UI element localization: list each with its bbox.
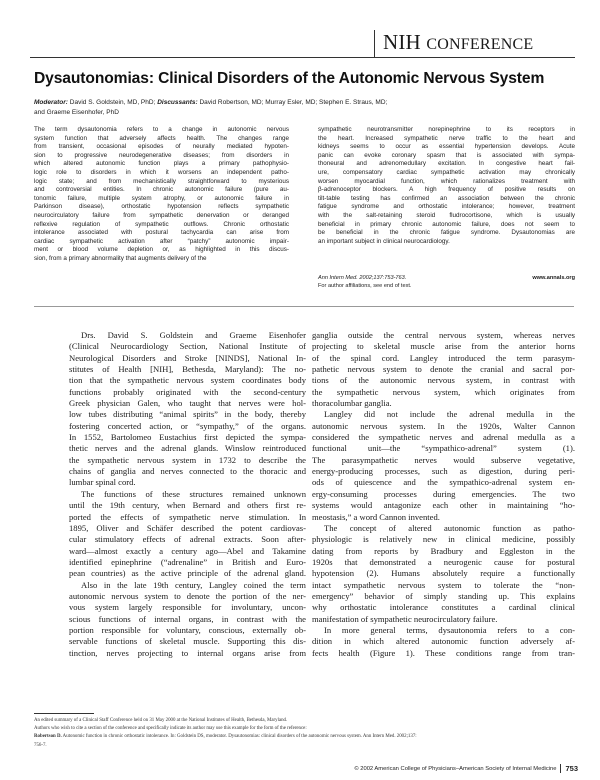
footnote-ref-pages: 756-7. (34, 742, 47, 748)
copyright: © 2002 American College of Physicians–American Society of Internal Medicine (354, 765, 557, 772)
footnote-rule (34, 713, 94, 714)
article-title: Dysautonomias: Clinical Disorders of the Autonomic Nervous System (34, 70, 545, 87)
footer-divider (560, 764, 561, 773)
website-link[interactable]: www.annals.org (532, 275, 575, 281)
body-line: physiologic is relatively new in clinical medicine, possibly (312, 534, 575, 545)
footnote-conference: An edited summary of a Clinical Staff Conference held on 31 May 2000 at the National Institutes of Health, Bethesda, Maryland. (34, 718, 288, 723)
body-line: autonomic nervous system. In the 1920s, Walter Cannon (312, 420, 575, 431)
abstract-line: ure, compensatory cardiac sympathetic activation may chronically (318, 168, 575, 176)
section-label-initial: NIH (383, 30, 421, 54)
body-line: thetic nerves and the adrenal glands. Winslow reintroduced (69, 443, 306, 454)
body-line: The parasympathetic nerves would subserve vegetative, (312, 454, 575, 465)
body-line: servable functions of skeletal muscle. Supporting this dis- (69, 636, 306, 647)
body-line: thoracolumbar ganglia. (312, 398, 392, 409)
body-line: stitutes of Health [NIH], Bethesda, Maryland): The no- (69, 364, 306, 375)
discussants-label: Discussants: (157, 99, 198, 106)
section-label (383, 30, 533, 55)
body-line: Drs. David S. Goldstein and Graeme Eisenhofer (81, 330, 306, 340)
abstract-line: sympathetic neurotransmitter norepinephrine to its receptors in (318, 126, 575, 133)
byline (34, 98, 574, 117)
body-line: of the spinal cord. Langley introduced the term parasym- (312, 352, 575, 363)
body-line: hypotension (2). Humans absolutely require a functionally (312, 568, 575, 579)
section-label-rest: CONFERENCE (426, 36, 534, 53)
abstract-line: cardiac sympathetic activation after “patchy” autonomic impair- (34, 237, 289, 245)
body-line: the sympathetic nervous system, which originates from (312, 386, 575, 397)
body-line: cular stimulatory effects of adrenal extracts. Soon after- (69, 534, 306, 545)
body-line: intact sympathetic nervous system to tolerate the “non- (312, 579, 575, 590)
abstract-line: an important subject in clinical neurocardiology. (318, 237, 450, 245)
abstract-line: from transient, occasional episodes of neurally mediated hypoten- (34, 143, 289, 151)
body-line: why orthostatic intolerance constitutes a cardinal clinical (312, 602, 575, 613)
body-line: Also in the late 19th century, Langley coined the term (81, 579, 306, 590)
abstract-line: reflexive regulation of sympathetic outflows. Chronic orthostatic (34, 220, 289, 228)
body-left-column (69, 330, 306, 659)
body-line: dating from reports by Bradbury and Eggleston in the (312, 545, 575, 556)
body-line: 1920s that demonstrated a neurogenic cause for postural (312, 556, 575, 567)
body-line: low tubes distributing “animal spirits” in the body, thereby (69, 409, 306, 420)
body-line: ported the effects of sympathetic nerve stimulation. In (69, 511, 306, 522)
body-line: The concept of altered autonomic function as patho- (324, 522, 575, 533)
body-line: In 1552, Bartolomeo Eustachius first depicted the sympa- (69, 432, 306, 443)
body-line: meostasis,” a word Cannon invented. (312, 511, 440, 522)
body-line: tion that the sympathetic nervous system coordinates body (69, 375, 306, 386)
body-line: energy-producing processes, such as digestion, during peri- (312, 466, 575, 477)
abstract-line: which altered autonomic function plays a primary pathophysio- (34, 160, 289, 168)
abstract-line: beneficial in primary chronic autonomic failure, does not seem to (318, 220, 575, 228)
footnote-example-reference (34, 733, 579, 741)
body-line: pean countries) as the active principle of the adrenal gland. (69, 568, 306, 579)
body-line: ods of quiescence and the sympathico-adrenal system en- (312, 477, 575, 488)
body-line: Langley did not include the adrenal medulla in the (324, 409, 575, 420)
body-line: vous system largely responsible for involuntary, uncon- (69, 602, 306, 613)
body-right-column (312, 330, 575, 659)
citation: Ann Intern Med. 2002;137:753-763. (318, 275, 407, 281)
abstract-line: β-adrenoceptor blockers. A high frequency of positive results on (318, 186, 575, 194)
body-line: projecting to skeletal muscle arise from the anterior horns (312, 341, 575, 352)
abstract-line: the heart. Increased sympathetic nerve traffic to the heart and (318, 134, 575, 142)
moderator-label: Moderator: (34, 99, 68, 106)
body-line: portion responsible for voluntary, conscious, externally ob- (69, 624, 306, 635)
moderator-name: David S. Goldstein, MD, PhD; (69, 99, 156, 106)
body-line: (Clinical Neurocardiology Section, National Institute of (69, 341, 306, 352)
body-line: tinction, nerves projecting to internal organs arise from (69, 647, 306, 658)
body-line: In more general terms, dysautonomia refers to a con- (324, 624, 575, 635)
body-line: Neurological Disorders and Stroke [NINDS], National In- (69, 352, 306, 363)
body-line: Greek physician Galen, who taught that nerves were hol- (69, 398, 306, 409)
footnote-ref-author: Robertson D. (34, 734, 62, 740)
page-footer (354, 764, 578, 773)
abstract-line: worsen myocardial function, which rationalizes treatment with (318, 177, 575, 185)
body-line: chains of ganglia and nerves connected to the thoracic and (69, 466, 306, 477)
citation-block (318, 274, 575, 290)
body-line: until the 19th century, when Bernard and others first re- (69, 500, 306, 511)
body-line: scious functions of internal organs, in contrast with the (69, 613, 306, 624)
header-horizontal-rule (30, 57, 575, 58)
abstract-line: Parkinson disease), orthostatic hypotension reflects sympathetic (34, 203, 289, 211)
body-line: fects health (Figure 1). These conditions range from tran- (312, 647, 575, 658)
abstract-line: The term dysautonomia refers to a change in autonomic nervous (34, 126, 289, 133)
body-line: functional unit—the “sympathico-adrenal” system (1). (312, 443, 575, 454)
abstract-line: ment or blood volume depletion or, as highlighted in this discus- (34, 246, 289, 254)
abstract-line: tonomic failure, multiple system atrophy, or autonomic failure in (34, 194, 289, 202)
abstract-line: intolerance associated with postural tachycardia can arise from (34, 229, 289, 237)
footnote-citation-instructions: Authors who wish to cite a section of the conference and specifically indicate its author may use this example for the form of the reference: (34, 726, 307, 732)
abstract-line: thoneural and adrenomedullary excitation. In congestive heart fail- (318, 160, 575, 168)
abstract-divider (34, 306, 574, 307)
body-line: dition in which altered autonomic function adversely af- (312, 636, 575, 647)
body-line: fostering concerted action, or “sympathy,” of the organs. (69, 420, 306, 431)
header-vertical-rule (374, 30, 375, 58)
body-line: autonomic nervous system to denote the portion of the ner- (69, 590, 306, 601)
affiliations-note: For author affiliations, see end of text. (318, 283, 412, 289)
abstract-line: neurocirculatory failure from sympathetic denervation or deranged (34, 211, 289, 219)
abstract-line: logic state; and from mechanistically straightforward to mysterious (34, 177, 289, 185)
body-line: considered the sympathetic nerves and adrenal medulla as a (312, 432, 575, 443)
body-line: systems would antagonize each other in maintaining “ho- (312, 500, 575, 511)
abstract-line: system function that adversely affects health. The changes range (34, 134, 289, 142)
body-line: the sympathetic nervous system in 1732 to describe the (69, 454, 306, 465)
abstract-line: sion to progressive neurodegenerative diseases; from disorders in (34, 151, 289, 159)
body-line: lumbar spinal cord. (69, 477, 136, 488)
body-line: identified epinephrine (“adrenaline” in British and Euro- (69, 556, 306, 567)
body-line: tions of the autonomic nervous system, in contrast with (312, 375, 575, 386)
body-line: ward—almost exactly a century ago—Abel and Takamine (69, 545, 306, 556)
body-line: ganglia outside the central nervous system, whereas nerves (312, 330, 575, 340)
footnote-ref-text: Autonomic function in chronic orthostatic intolerance. In: Goldstein DS, moderator. Dysautonomias: clinical disorders of the autonomic nervous system. Ann Intern Med. 2002;137: (62, 734, 417, 740)
body-line: ergy-consuming processes during emergencies. The two (312, 488, 575, 499)
abstract-line: and controversial entities. In chronic autonomic failure (pure au- (34, 186, 289, 194)
body-line: emergency” behavior of simply standing up. This explains (312, 590, 575, 601)
body-line: manifestation of sympathetic neurocirculatory failure. (312, 613, 498, 624)
discussants-names: David Robertson, MD; Murray Esler, MD; Stephen E. Straus, MD; (199, 99, 388, 106)
body-line: functions probably originated with the second-century (69, 386, 306, 397)
abstract-line: with the salt-retaining steroid fludrocortisone, which is usually (318, 211, 575, 219)
abstract-right-column (318, 126, 575, 246)
footnotes (34, 717, 579, 750)
page-number: 753 (565, 764, 578, 773)
abstract-line: logic role to disorders in which it worsens an independent patho- (34, 168, 289, 176)
abstract-line: fatigue syndrome and orthostatic intolerance; however, treatment (318, 203, 575, 211)
body-line: 1895, Oliver and Schäfer described the potent cardiovas- (69, 522, 306, 533)
abstract-line: sion, from a primary abnormality that augments delivery of the (34, 254, 207, 262)
discussants-names-continued: and Graeme Eisenhofer, PhD (34, 108, 119, 116)
abstract-line: tilt-table testing has confirmed an association between the chronic (318, 194, 575, 202)
abstract-line: panic can evoke coronary spasm that is associated with sympa- (318, 151, 575, 159)
body-line: pathetic nervous system to denote the cranial and sacral por- (312, 364, 575, 375)
abstract-left-column (34, 126, 289, 264)
abstract-line: be beneficial in the chronic fatigue syndrome. Dysautonomias are (318, 229, 575, 237)
abstract-line: kidneys seems to occur as essential hypertension develops. Acute (318, 143, 575, 151)
body-line: The functions of these structures remained unknown (81, 488, 306, 499)
